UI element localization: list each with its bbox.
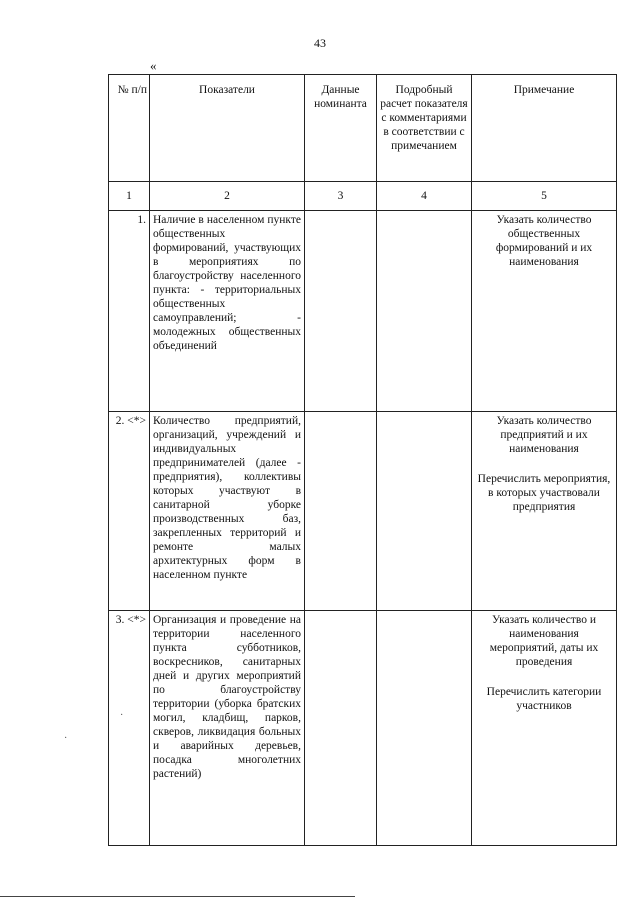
table-header-row [109,75,617,182]
calculation-cell [377,611,472,846]
table-row [109,412,617,611]
header-number: № п/п [109,75,150,182]
table-row [109,211,617,412]
row-number: 2. <*> [109,412,150,611]
calculation-cell [377,211,472,412]
note-cell [472,211,617,412]
scan-speck: · [64,733,68,744]
column-number: 3 [305,182,377,211]
row-number: 1. [109,211,150,412]
column-number: 4 [377,182,472,211]
header-note: Примечание [472,75,617,182]
page-number: 43 [314,36,326,50]
footnote-rule [0,896,355,897]
criteria-table [108,74,617,846]
column-number: 2 [150,182,305,211]
row-number: 3. <*> [109,611,150,846]
note-text-secondary: Перечислить категории участников [486,686,602,712]
note-text-secondary: Перечислить мероприятия, в которых участвовали предприятия [477,473,611,513]
note-cell [472,412,617,611]
opening-quote: « [150,58,157,73]
note-text: Указать количество общественных формирований и их наименования [495,214,593,268]
indicator-cell: Наличие в населенном пункте общественных формирований, участвующих в мероприятиях по благоустройству населенного пункта: - территориальных общественных самоуправлений; - молодежных общественных объединений [150,211,305,412]
column-number: 1 [109,182,150,211]
nominee-data-cell [305,211,377,412]
scan-speck: · [120,710,124,721]
note-cell [472,611,617,846]
nominee-data-cell [305,611,377,846]
header-calculation: Подробный расчет показателя с комментариями в соответствии с примечанием [377,75,472,182]
note-text: Указать количество и наименования мероприятий, даты их проведения [489,614,599,668]
header-indicators: Показатели [150,75,305,182]
indicator-cell: Количество предприятий, организаций, учреждений и индивидуальных предпринимателей (далее - предприятия), коллективы которых участвуют в санитарной уборке производственных баз, закрепленных территорий и ремонте малых архитектурных форм в населенном пункте [150,412,305,611]
indicator-cell: Организация и проведение на территории населенного пункта субботников, воскресников, санитарных дней и других мероприятий по благоустройству территории (уборка братских могил, кладбищ, парков, скверов, ликвидация больных и аварийных деревьев, посадка многолетних растений) [150,611,305,846]
column-number-row [109,182,617,211]
nominee-data-cell [305,412,377,611]
column-number: 5 [472,182,617,211]
calculation-cell [377,412,472,611]
table-row [109,611,617,846]
note-text: Указать количество предприятий и их наименования [496,415,592,455]
header-nominee-data: Данные номинанта [305,75,377,182]
